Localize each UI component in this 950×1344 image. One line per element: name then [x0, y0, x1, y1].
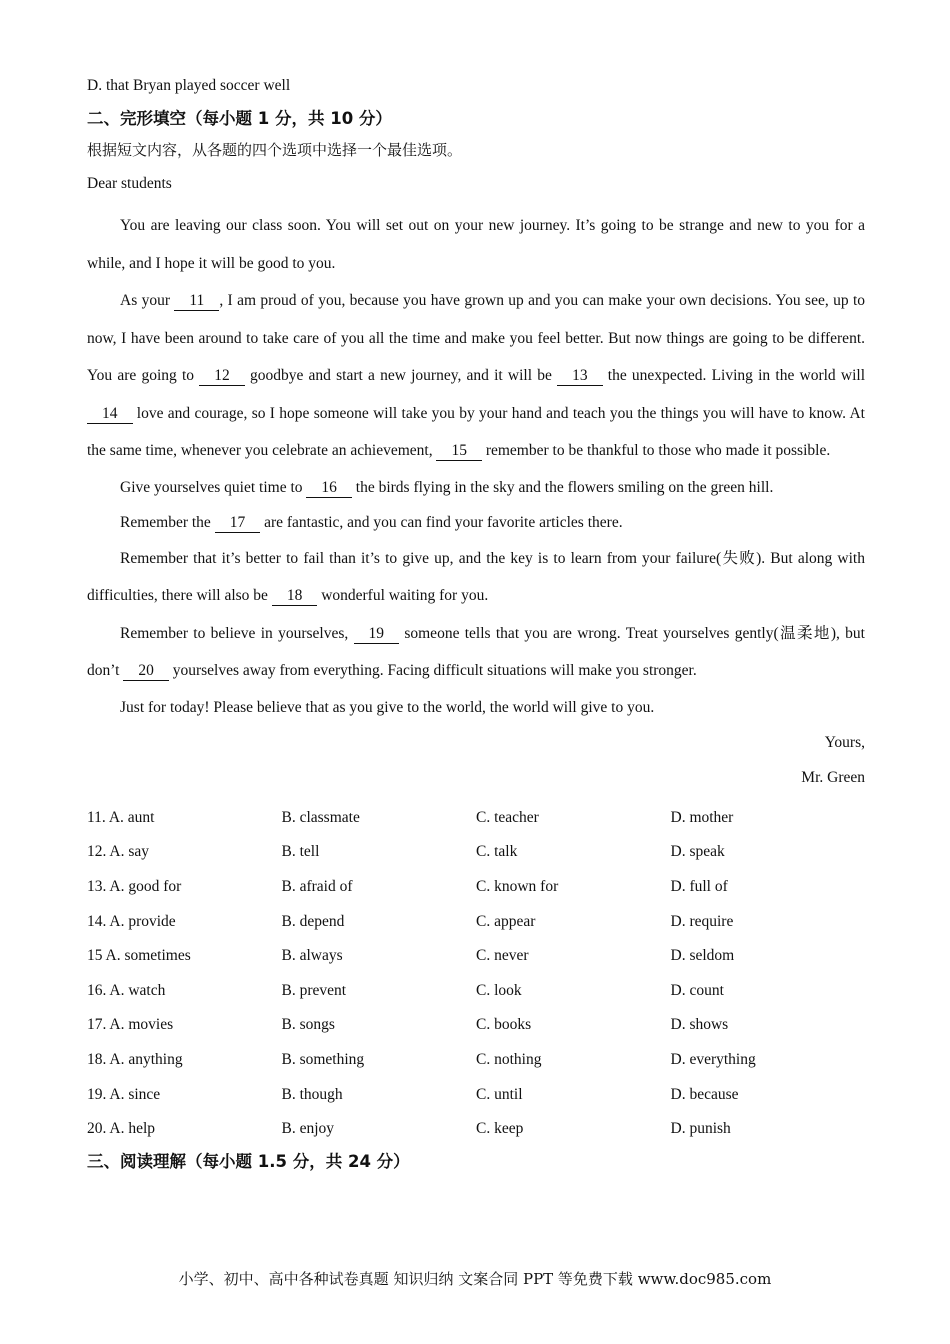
- exam-page: [87, 72, 865, 1182]
- option-c: C. talk: [476, 843, 518, 861]
- option-c: C. nothing: [476, 1050, 542, 1068]
- letter-paragraph-4: Remember the 17 are fantastic, and you can find your favorite articles there.: [120, 513, 623, 531]
- option-d: D. seldom: [670, 947, 735, 965]
- section-two-title: 二、完形填空（每小题 1 分，共 10 分）: [87, 109, 392, 128]
- option-b: B. classmate: [281, 808, 360, 826]
- option-d: D. require: [670, 912, 734, 930]
- option-a: 11. A. aunt: [87, 808, 155, 826]
- option-a: 18. A. anything: [87, 1050, 183, 1068]
- blank-13: 13: [557, 367, 603, 386]
- option-a: 20. A. help: [87, 1120, 156, 1138]
- blank-19: 19: [354, 625, 400, 644]
- blank-11: 11: [174, 292, 219, 311]
- option-d: D. punish: [670, 1120, 731, 1138]
- page-footer: 小学、初中、高中各种试卷真题 知识归纳 文案合同 PPT 等免费下载 www.doc985.com: [178, 1270, 772, 1288]
- option-a: 17. A. movies: [87, 1016, 174, 1034]
- blank-20: 20: [123, 662, 169, 681]
- letter-paragraph-1: You are leaving our class soon. You will set out on your new journey. It’s going to be strange and new to you for a while, and I hope it will be good to you.: [87, 217, 865, 272]
- option-row-20: [87, 1112, 865, 1147]
- option-row-12: [87, 835, 865, 870]
- letter-signature: Mr. Green: [801, 768, 865, 786]
- option-d: D. because: [670, 1085, 739, 1103]
- letter-salutation: Dear students: [87, 175, 172, 192]
- blank-12: 12: [199, 367, 245, 386]
- option-b: B. afraid of: [281, 877, 353, 895]
- option-row-15: [87, 939, 865, 974]
- blank-18: 18: [272, 587, 318, 606]
- option-row-13: [87, 870, 865, 905]
- option-d: D. speak: [670, 843, 725, 861]
- option-c: C. books: [476, 1016, 532, 1034]
- letter-paragraph-5: Remember that it’s better to fail than it’s to give up, and the key is to learn from your failure(失败). But along with difficulties, there will also be 18 wonderful waiting for you.: [87, 549, 865, 604]
- letter-paragraph-2: As your 11 , I am proud of you, because you have grown up and you can make your own decisions. You see, up to now, I have been around to take care of you all the time and make you feel better. But now things are going to be different. You are going to 12 goodbye and start a new journey, and it will be 13 the unexpected. Living in the world will 14 love and courage, so I hope someone will take you by your hand and teach you the things you will have to know. At the same time, whenever you celebrate an achievement, 15 remember to be thankful to those who made it possible.: [87, 292, 865, 459]
- option-c: C. look: [476, 981, 522, 999]
- option-row-19: [87, 1077, 865, 1112]
- section-three-title: 三、阅读理解（每小题 1.5 分，共 24 分）: [87, 1152, 410, 1172]
- option-row-17: [87, 1008, 865, 1043]
- option-a: 19. A. since: [87, 1085, 161, 1103]
- option-a: 16. A. watch: [87, 981, 166, 999]
- option-c: C. keep: [476, 1120, 524, 1138]
- option-row-11: [87, 801, 865, 836]
- option-a: 12. A. say: [87, 843, 149, 861]
- blank-17: 17: [215, 514, 261, 533]
- option-b: B. depend: [281, 912, 345, 930]
- option-a: 15 A. sometimes: [87, 947, 191, 965]
- option-row-16: [87, 973, 865, 1008]
- option-c: C. teacher: [476, 808, 539, 826]
- option-d: D. shows: [670, 1016, 729, 1034]
- option-b: B. prevent: [281, 981, 347, 999]
- letter-paragraph-6: Remember to believe in yourselves, 19 someone tells that you are wrong. Treat yourselves gently(温柔地), but don’t 20 yourselves away from everything. Facing difficult situations will make you stronger.: [87, 624, 865, 679]
- answer-options: [87, 801, 865, 1147]
- previous-question-option: D. that Bryan played soccer well: [87, 77, 291, 94]
- option-a: 13. A. good for: [87, 877, 182, 895]
- blank-16: 16: [306, 479, 352, 498]
- option-row-14: [87, 904, 865, 939]
- option-c: C. appear: [476, 912, 536, 930]
- letter-closing: Yours,: [824, 733, 865, 751]
- option-b: B. something: [281, 1050, 365, 1068]
- option-b: B. songs: [281, 1016, 335, 1034]
- option-b: B. though: [281, 1085, 343, 1103]
- option-d: D. count: [670, 981, 724, 999]
- section-two-instruction: 根据短文内容，从各题的四个选项中选择一个最佳选项。: [87, 141, 463, 159]
- option-b: B. enjoy: [281, 1120, 335, 1138]
- option-d: D. mother: [670, 808, 734, 826]
- letter-paragraph-7: Just for today! Please believe that as you give to the world, the world will give to you.: [120, 698, 655, 716]
- blank-15: 15: [436, 442, 482, 461]
- option-c: C. never: [476, 947, 529, 965]
- option-a: 14. A. provide: [87, 912, 176, 930]
- option-d: D. full of: [670, 877, 728, 895]
- option-d: D. everything: [670, 1050, 756, 1068]
- blank-14: 14: [87, 405, 133, 424]
- option-b: B. always: [281, 947, 343, 965]
- option-row-18: [87, 1043, 865, 1078]
- letter-paragraph-3: Give yourselves quiet time to 16 the birds flying in the sky and the flowers smiling on the green hill.: [120, 478, 774, 496]
- option-b: B. tell: [281, 843, 320, 861]
- option-c: C. until: [476, 1085, 523, 1103]
- option-c: C. known for: [476, 877, 559, 895]
